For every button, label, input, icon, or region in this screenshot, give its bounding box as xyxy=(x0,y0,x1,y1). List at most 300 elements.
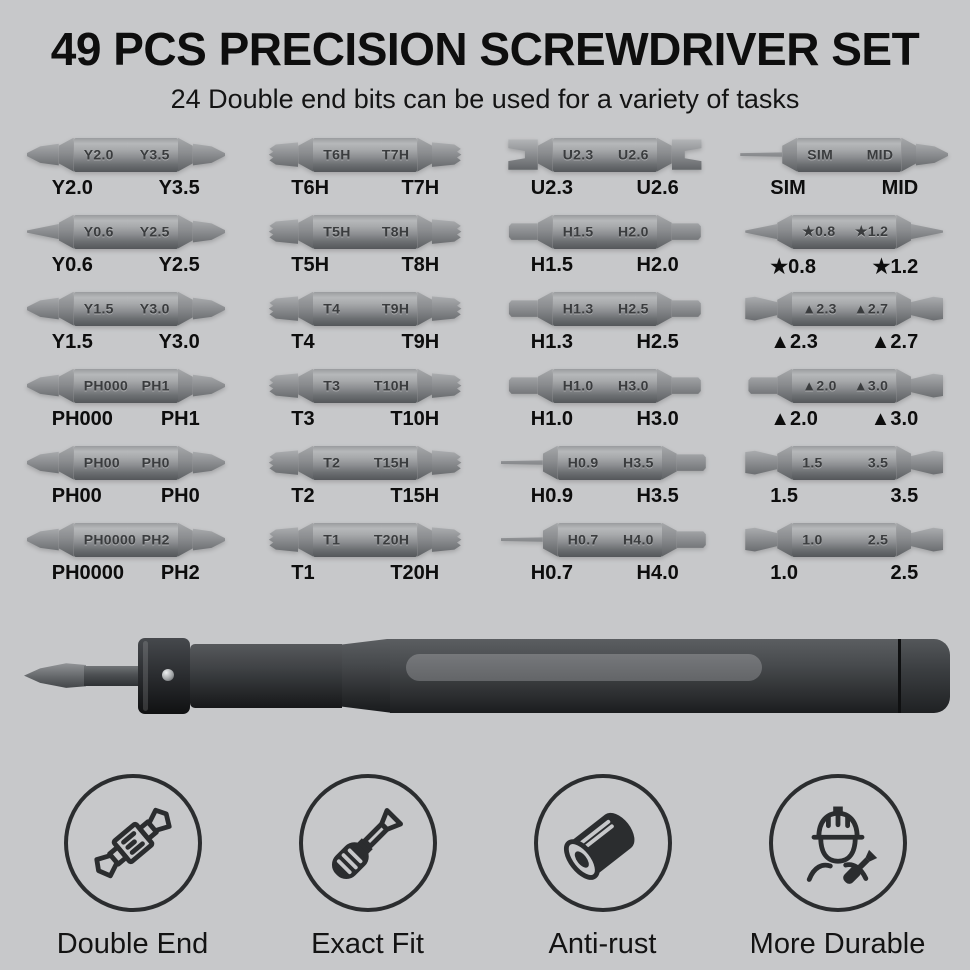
double-end-bit xyxy=(745,368,943,404)
driver-collar-ball xyxy=(162,669,174,681)
bit-tip-right-icon xyxy=(911,445,943,481)
bit-size-label-right: H3.5 xyxy=(636,484,679,507)
bit-size-label-right: H2.0 xyxy=(636,253,679,276)
bit-engraving-left: 1.5 xyxy=(802,453,823,470)
double-end-bit xyxy=(27,214,225,250)
driver-grip-panel xyxy=(406,654,762,681)
double-end-bit xyxy=(266,445,464,481)
bit-neck-left xyxy=(298,292,313,326)
bit-tip-left-icon xyxy=(27,445,59,481)
bit-body xyxy=(74,446,178,480)
bit-size-label-right: H3.0 xyxy=(636,407,679,430)
features-row xyxy=(15,774,955,961)
feature-exact-fit xyxy=(258,774,478,961)
bit-neck-left xyxy=(59,138,74,172)
bit-size-label-right: PH2 xyxy=(160,561,200,584)
bit-cell xyxy=(9,445,243,505)
bit-size-label-right: U2.6 xyxy=(636,176,679,199)
bit-tip-right-icon xyxy=(193,291,225,327)
bit-engraving-right: H3.0 xyxy=(617,376,649,393)
bit-engraving-left: T4 xyxy=(323,299,341,316)
bit-neck-right xyxy=(896,369,911,403)
bit-neck-right xyxy=(417,215,432,249)
bit-cell xyxy=(488,522,722,582)
bit-neck-right xyxy=(417,138,432,172)
bit-tip-left-icon xyxy=(266,368,298,404)
bit-engraving-right: MID xyxy=(866,145,894,162)
bit-engraving-left: H0.9 xyxy=(567,453,599,470)
bit-neck-right xyxy=(657,369,672,403)
bit-tip-left-icon xyxy=(27,214,59,250)
bit-size-label-right: T15H xyxy=(390,484,440,507)
bit-size-label-left: Y0.6 xyxy=(51,253,93,276)
bit-engraving-right: ▲3.0 xyxy=(853,376,889,393)
header xyxy=(0,0,970,115)
double-end-bit xyxy=(266,291,464,327)
bit-size-label-right: T20H xyxy=(390,561,440,584)
bit-size-label-right: PH0 xyxy=(160,484,200,507)
bit-body xyxy=(553,369,657,403)
bit-neck-right xyxy=(657,215,672,249)
bit-tip-right-icon xyxy=(432,137,464,173)
bit-neck-left xyxy=(298,138,313,172)
bit-labels xyxy=(764,254,924,279)
bit-labels xyxy=(285,485,445,508)
bit-body xyxy=(558,523,662,557)
bit-engraving-right: H2.0 xyxy=(617,222,649,239)
bit-cell xyxy=(728,368,962,428)
bit-size-label-left: Y2.0 xyxy=(51,176,93,199)
bit-tip-right-icon xyxy=(916,137,948,173)
screwdriver-icon xyxy=(299,774,437,912)
bit-labels xyxy=(285,331,445,354)
bit-labels xyxy=(764,331,924,354)
bit-engraving-left: PH000 xyxy=(83,376,129,393)
bit-neck-left xyxy=(298,215,313,249)
page-subtitle: 24 Double end bits can be used for a variety of tasks xyxy=(170,83,800,114)
bit-neck-right xyxy=(178,523,193,557)
bit-tip-right-icon xyxy=(911,291,943,327)
bit-engraving-left: H1.3 xyxy=(562,299,594,316)
bit-size-label-right: ★1.2 xyxy=(872,255,919,278)
bit-engraving-right: Y3.5 xyxy=(139,145,170,162)
bit-cell xyxy=(249,368,483,428)
bit-labels xyxy=(285,177,445,200)
bit-size-label-left: H1.3 xyxy=(530,330,573,353)
bit-engraving-left: T5H xyxy=(323,222,351,239)
bit-engraving-right: U2.6 xyxy=(617,145,649,162)
bit-body xyxy=(313,369,417,403)
driver-bit-shaft xyxy=(84,666,140,686)
bit-cell xyxy=(488,291,722,351)
bit-labels xyxy=(764,485,924,508)
bit-cell xyxy=(488,137,722,197)
bit-size-label-right: Y3.5 xyxy=(158,176,200,199)
bit-tip-left-icon xyxy=(506,137,538,173)
double-end-bit-icon xyxy=(64,774,202,912)
bits-grid xyxy=(9,137,961,582)
bit-body xyxy=(792,523,896,557)
bit-tip-right-icon xyxy=(911,214,943,250)
bit-cell xyxy=(728,445,962,505)
bit-labels xyxy=(525,177,685,200)
double-end-bit xyxy=(506,214,704,250)
bit-engraving-left: PH00 xyxy=(83,453,120,470)
bit-cell xyxy=(9,214,243,274)
bit-size-label-right: T8H xyxy=(401,253,440,276)
double-end-bit xyxy=(266,137,464,173)
bit-size-label-left: PH00 xyxy=(51,484,102,507)
bit-cell xyxy=(9,522,243,582)
bit-size-label-left: ▲2.0 xyxy=(770,407,818,430)
bit-neck-right xyxy=(896,215,911,249)
bit-cell xyxy=(249,445,483,505)
bit-size-label-left: U2.3 xyxy=(530,176,573,199)
bit-engraving-left: H1.0 xyxy=(562,376,594,393)
bit-size-label-left: ▲2.3 xyxy=(770,330,818,353)
bit-tip-right-icon xyxy=(193,137,225,173)
bit-engraving-left: T1 xyxy=(323,530,341,547)
bit-engraving-left: ▲2.3 xyxy=(802,299,837,316)
bit-neck-left xyxy=(543,446,558,480)
bit-tip-left-icon xyxy=(27,522,59,558)
bit-size-label-right: 3.5 xyxy=(890,484,919,507)
bit-neck-right xyxy=(896,292,911,326)
bit-engraving-right: T9H xyxy=(381,299,410,316)
bit-labels xyxy=(764,177,924,200)
bit-tip-right-icon xyxy=(672,214,704,250)
bit-tip-left-icon xyxy=(740,137,782,173)
bit-size-label-left: H1.5 xyxy=(530,253,573,276)
bit-body xyxy=(313,138,417,172)
bit-neck-right xyxy=(178,446,193,480)
bit-body xyxy=(313,292,417,326)
driver-end-cap xyxy=(898,639,950,713)
driver-front-barrel xyxy=(190,644,342,708)
bit-size-label-left: Y1.5 xyxy=(51,330,93,353)
bit-tip-left-icon xyxy=(501,522,543,558)
bit-labels xyxy=(764,408,924,431)
bit-tip-left-icon xyxy=(27,291,59,327)
bit-cell xyxy=(9,368,243,428)
bit-neck-right xyxy=(417,369,432,403)
bit-tip-left-icon xyxy=(745,214,777,250)
bit-neck-right xyxy=(657,292,672,326)
bit-cell xyxy=(488,214,722,274)
bit-engraving-right: T15H xyxy=(373,453,410,470)
bit-cell xyxy=(488,368,722,428)
bit-labels xyxy=(46,485,206,508)
bit-tip-right-icon xyxy=(432,214,464,250)
bit-body xyxy=(553,292,657,326)
bit-neck-left xyxy=(538,369,553,403)
bit-tip-right-icon xyxy=(432,368,464,404)
bit-engraving-left: SIM xyxy=(807,145,834,162)
bit-engraving-right: 3.5 xyxy=(867,453,889,470)
bit-tip-right-icon xyxy=(193,445,225,481)
bit-labels xyxy=(525,562,685,585)
bit-engraving-right: T7H xyxy=(381,145,410,162)
bit-engraving-left: T6H xyxy=(323,145,351,162)
bit-engraving-left: PH0000 xyxy=(83,530,137,547)
bit-size-label-right: T10H xyxy=(390,407,440,430)
bit-cell xyxy=(728,522,962,582)
bit-engraving-left: ★0.8 xyxy=(802,222,836,239)
bit-size-label-right: MID xyxy=(881,176,919,199)
bit-size-label-right: 2.5 xyxy=(890,561,919,584)
bit-tip-right-icon xyxy=(672,291,704,327)
driver-taper xyxy=(342,639,390,713)
bit-neck-left xyxy=(777,292,792,326)
bit-neck-right xyxy=(662,523,677,557)
bit-size-label-right: H4.0 xyxy=(636,561,679,584)
bit-tip-left-icon xyxy=(266,214,298,250)
bit-neck-right xyxy=(178,369,193,403)
bit-engraving-left: 1.0 xyxy=(802,530,823,547)
bit-tip-right-icon xyxy=(432,445,464,481)
bit-body xyxy=(792,446,896,480)
bit-labels xyxy=(764,562,924,585)
bit-body xyxy=(792,215,896,249)
bit-neck-right xyxy=(896,523,911,557)
bit-labels xyxy=(285,254,445,277)
bit-body xyxy=(74,138,178,172)
double-end-bit xyxy=(266,368,464,404)
bit-labels xyxy=(46,562,206,585)
bit-neck-right xyxy=(178,292,193,326)
bit-size-label-left: T3 xyxy=(291,407,315,430)
bit-tip-right-icon xyxy=(677,445,709,481)
bit-size-label-right: Y2.5 xyxy=(158,253,200,276)
bit-neck-left xyxy=(298,523,313,557)
bit-neck-right xyxy=(896,446,911,480)
bit-tip-left-icon xyxy=(745,522,777,558)
bit-body xyxy=(313,523,417,557)
worker-hardhat-icon xyxy=(769,774,907,912)
bit-tip-right-icon xyxy=(672,137,704,173)
bit-tip-right-icon xyxy=(193,522,225,558)
bit-tip-right-icon xyxy=(432,522,464,558)
bit-tip-right-icon xyxy=(193,214,225,250)
bit-engraving-right: ▲2.7 xyxy=(853,299,889,316)
bit-labels xyxy=(285,408,445,431)
double-end-bit xyxy=(745,522,943,558)
bit-body xyxy=(553,138,657,172)
driver-phillips-tip xyxy=(24,662,86,690)
bit-tip-right-icon xyxy=(911,368,943,404)
bit-cell xyxy=(249,291,483,351)
bit-engraving-left: Y1.5 xyxy=(83,299,114,316)
bit-size-label-left: H0.9 xyxy=(530,484,573,507)
double-end-bit xyxy=(27,368,225,404)
bit-neck-left xyxy=(59,292,74,326)
bit-neck-left xyxy=(777,446,792,480)
bit-neck-left xyxy=(777,369,792,403)
bit-engraving-left: ▲2.0 xyxy=(802,376,837,393)
bit-body xyxy=(558,446,662,480)
bit-neck-right xyxy=(417,523,432,557)
bit-tip-left-icon xyxy=(506,368,538,404)
bit-tip-left-icon xyxy=(27,368,59,404)
bit-engraving-left: T3 xyxy=(323,376,341,393)
bit-engraving-right: PH0 xyxy=(141,453,170,470)
bit-labels xyxy=(46,177,206,200)
bit-neck-left xyxy=(59,369,74,403)
bit-tip-left-icon xyxy=(745,291,777,327)
bit-tip-left-icon xyxy=(506,291,538,327)
bit-cell xyxy=(9,137,243,197)
bit-tip-right-icon xyxy=(911,522,943,558)
bit-tip-right-icon xyxy=(432,291,464,327)
bit-tip-right-icon xyxy=(672,368,704,404)
bit-neck-right xyxy=(417,446,432,480)
bit-neck-left xyxy=(538,292,553,326)
bit-size-label-left: PH0000 xyxy=(51,561,125,584)
bit-neck-left xyxy=(777,215,792,249)
bit-tip-left-icon xyxy=(266,291,298,327)
bit-engraving-right: ★1.2 xyxy=(855,222,889,239)
bit-neck-left xyxy=(298,369,313,403)
double-end-bit xyxy=(266,214,464,250)
bit-cell xyxy=(9,291,243,351)
bit-size-label-left: SIM xyxy=(770,176,806,199)
bit-neck-right xyxy=(657,138,672,172)
bit-cell xyxy=(728,214,962,278)
bit-body xyxy=(313,446,417,480)
bit-body xyxy=(797,138,901,172)
feature-anti-rust xyxy=(493,774,713,961)
bit-neck-left xyxy=(538,138,553,172)
bit-size-label-left: T6H xyxy=(291,176,330,199)
bit-cell xyxy=(728,137,962,197)
bit-engraving-right: H4.0 xyxy=(622,530,654,547)
metal-tube-icon xyxy=(534,774,672,912)
double-end-bit xyxy=(745,445,943,481)
bit-tip-left-icon xyxy=(27,137,59,173)
bit-tip-left-icon xyxy=(266,522,298,558)
bit-neck-right xyxy=(901,138,916,172)
feature-double-end xyxy=(23,774,243,961)
double-end-bit xyxy=(506,368,704,404)
bit-engraving-right: 2.5 xyxy=(867,530,889,547)
feature-more-durable xyxy=(728,774,948,961)
bit-engraving-right: Y2.5 xyxy=(139,222,170,239)
bit-engraving-left: H0.7 xyxy=(567,530,599,547)
bit-engraving-left: H1.5 xyxy=(562,222,594,239)
double-end-bit xyxy=(266,522,464,558)
screwdriver-photo xyxy=(20,626,950,726)
bit-body xyxy=(74,292,178,326)
double-end-bit xyxy=(27,137,225,173)
bit-size-label-left: T5H xyxy=(291,253,330,276)
bit-neck-left xyxy=(777,523,792,557)
feature-label: More Durable xyxy=(749,927,926,960)
bit-engraving-right: T8H xyxy=(381,222,410,239)
bit-neck-right xyxy=(417,292,432,326)
bit-size-label-left: ★0.8 xyxy=(770,255,816,278)
bit-tip-left-icon xyxy=(501,445,543,481)
bit-engraving-right: T10H xyxy=(373,376,410,393)
bit-engraving-right: Y3.0 xyxy=(139,299,170,316)
bit-labels xyxy=(525,331,685,354)
double-end-bit xyxy=(745,291,943,327)
bit-size-label-left: 1.0 xyxy=(770,561,799,584)
double-end-bit xyxy=(745,214,943,250)
double-end-bit xyxy=(501,445,709,481)
bit-cell xyxy=(249,522,483,582)
bit-engraving-left: Y0.6 xyxy=(83,222,114,239)
bit-engraving-left: U2.3 xyxy=(562,145,594,162)
bit-tip-left-icon xyxy=(745,368,777,404)
bit-size-label-right: T9H xyxy=(401,330,440,353)
bit-size-label-left: 1.5 xyxy=(770,484,799,507)
bit-cell xyxy=(249,137,483,197)
bit-size-label-left: T4 xyxy=(291,330,315,353)
bit-body xyxy=(74,523,178,557)
bit-size-label-left: H1.0 xyxy=(530,407,573,430)
bit-labels xyxy=(285,562,445,585)
bit-labels xyxy=(46,254,206,277)
bit-neck-right xyxy=(178,215,193,249)
bit-tip-left-icon xyxy=(266,137,298,173)
bit-size-label-left: T1 xyxy=(291,561,315,584)
bit-body xyxy=(792,292,896,326)
feature-label: Double End xyxy=(56,927,209,960)
bit-neck-left xyxy=(543,523,558,557)
bit-engraving-right: H2.5 xyxy=(617,299,649,316)
bit-neck-left xyxy=(298,446,313,480)
double-end-bit xyxy=(506,291,704,327)
bit-body xyxy=(553,215,657,249)
feature-label: Anti-rust xyxy=(548,927,657,960)
bit-cell xyxy=(488,445,722,505)
bit-engraving-right: T20H xyxy=(373,530,410,547)
bit-size-label-right: T7H xyxy=(401,176,440,199)
bit-neck-left xyxy=(59,523,74,557)
bit-size-label-right: ▲3.0 xyxy=(870,407,919,430)
bit-engraving-left: Y2.0 xyxy=(83,145,114,162)
bit-engraving-right: PH1 xyxy=(141,376,170,393)
bit-tip-left-icon xyxy=(745,445,777,481)
bit-labels xyxy=(46,408,206,431)
double-end-bit xyxy=(740,137,948,173)
double-end-bit xyxy=(501,522,709,558)
double-end-bit xyxy=(506,137,704,173)
bit-size-label-right: PH1 xyxy=(160,407,200,430)
driver-handle-body xyxy=(390,639,900,713)
bit-labels xyxy=(525,485,685,508)
double-end-bit xyxy=(27,445,225,481)
bit-neck-left xyxy=(59,215,74,249)
double-end-bit xyxy=(27,522,225,558)
bit-tip-left-icon xyxy=(266,445,298,481)
bit-labels xyxy=(525,408,685,431)
bit-labels xyxy=(46,331,206,354)
bit-size-label-right: Y3.0 xyxy=(158,330,200,353)
bit-size-label-left: H0.7 xyxy=(530,561,573,584)
bit-body xyxy=(792,369,896,403)
bit-neck-right xyxy=(662,446,677,480)
bit-tip-right-icon xyxy=(677,522,709,558)
bit-tip-right-icon xyxy=(193,368,225,404)
bit-cell xyxy=(249,214,483,274)
page-title: 49 PCS PRECISION SCREWDRIVER SET xyxy=(50,23,920,75)
bit-neck-left xyxy=(538,215,553,249)
bit-neck-left xyxy=(59,446,74,480)
bit-body xyxy=(74,369,178,403)
bit-neck-left xyxy=(782,138,797,172)
bit-tip-left-icon xyxy=(506,214,538,250)
